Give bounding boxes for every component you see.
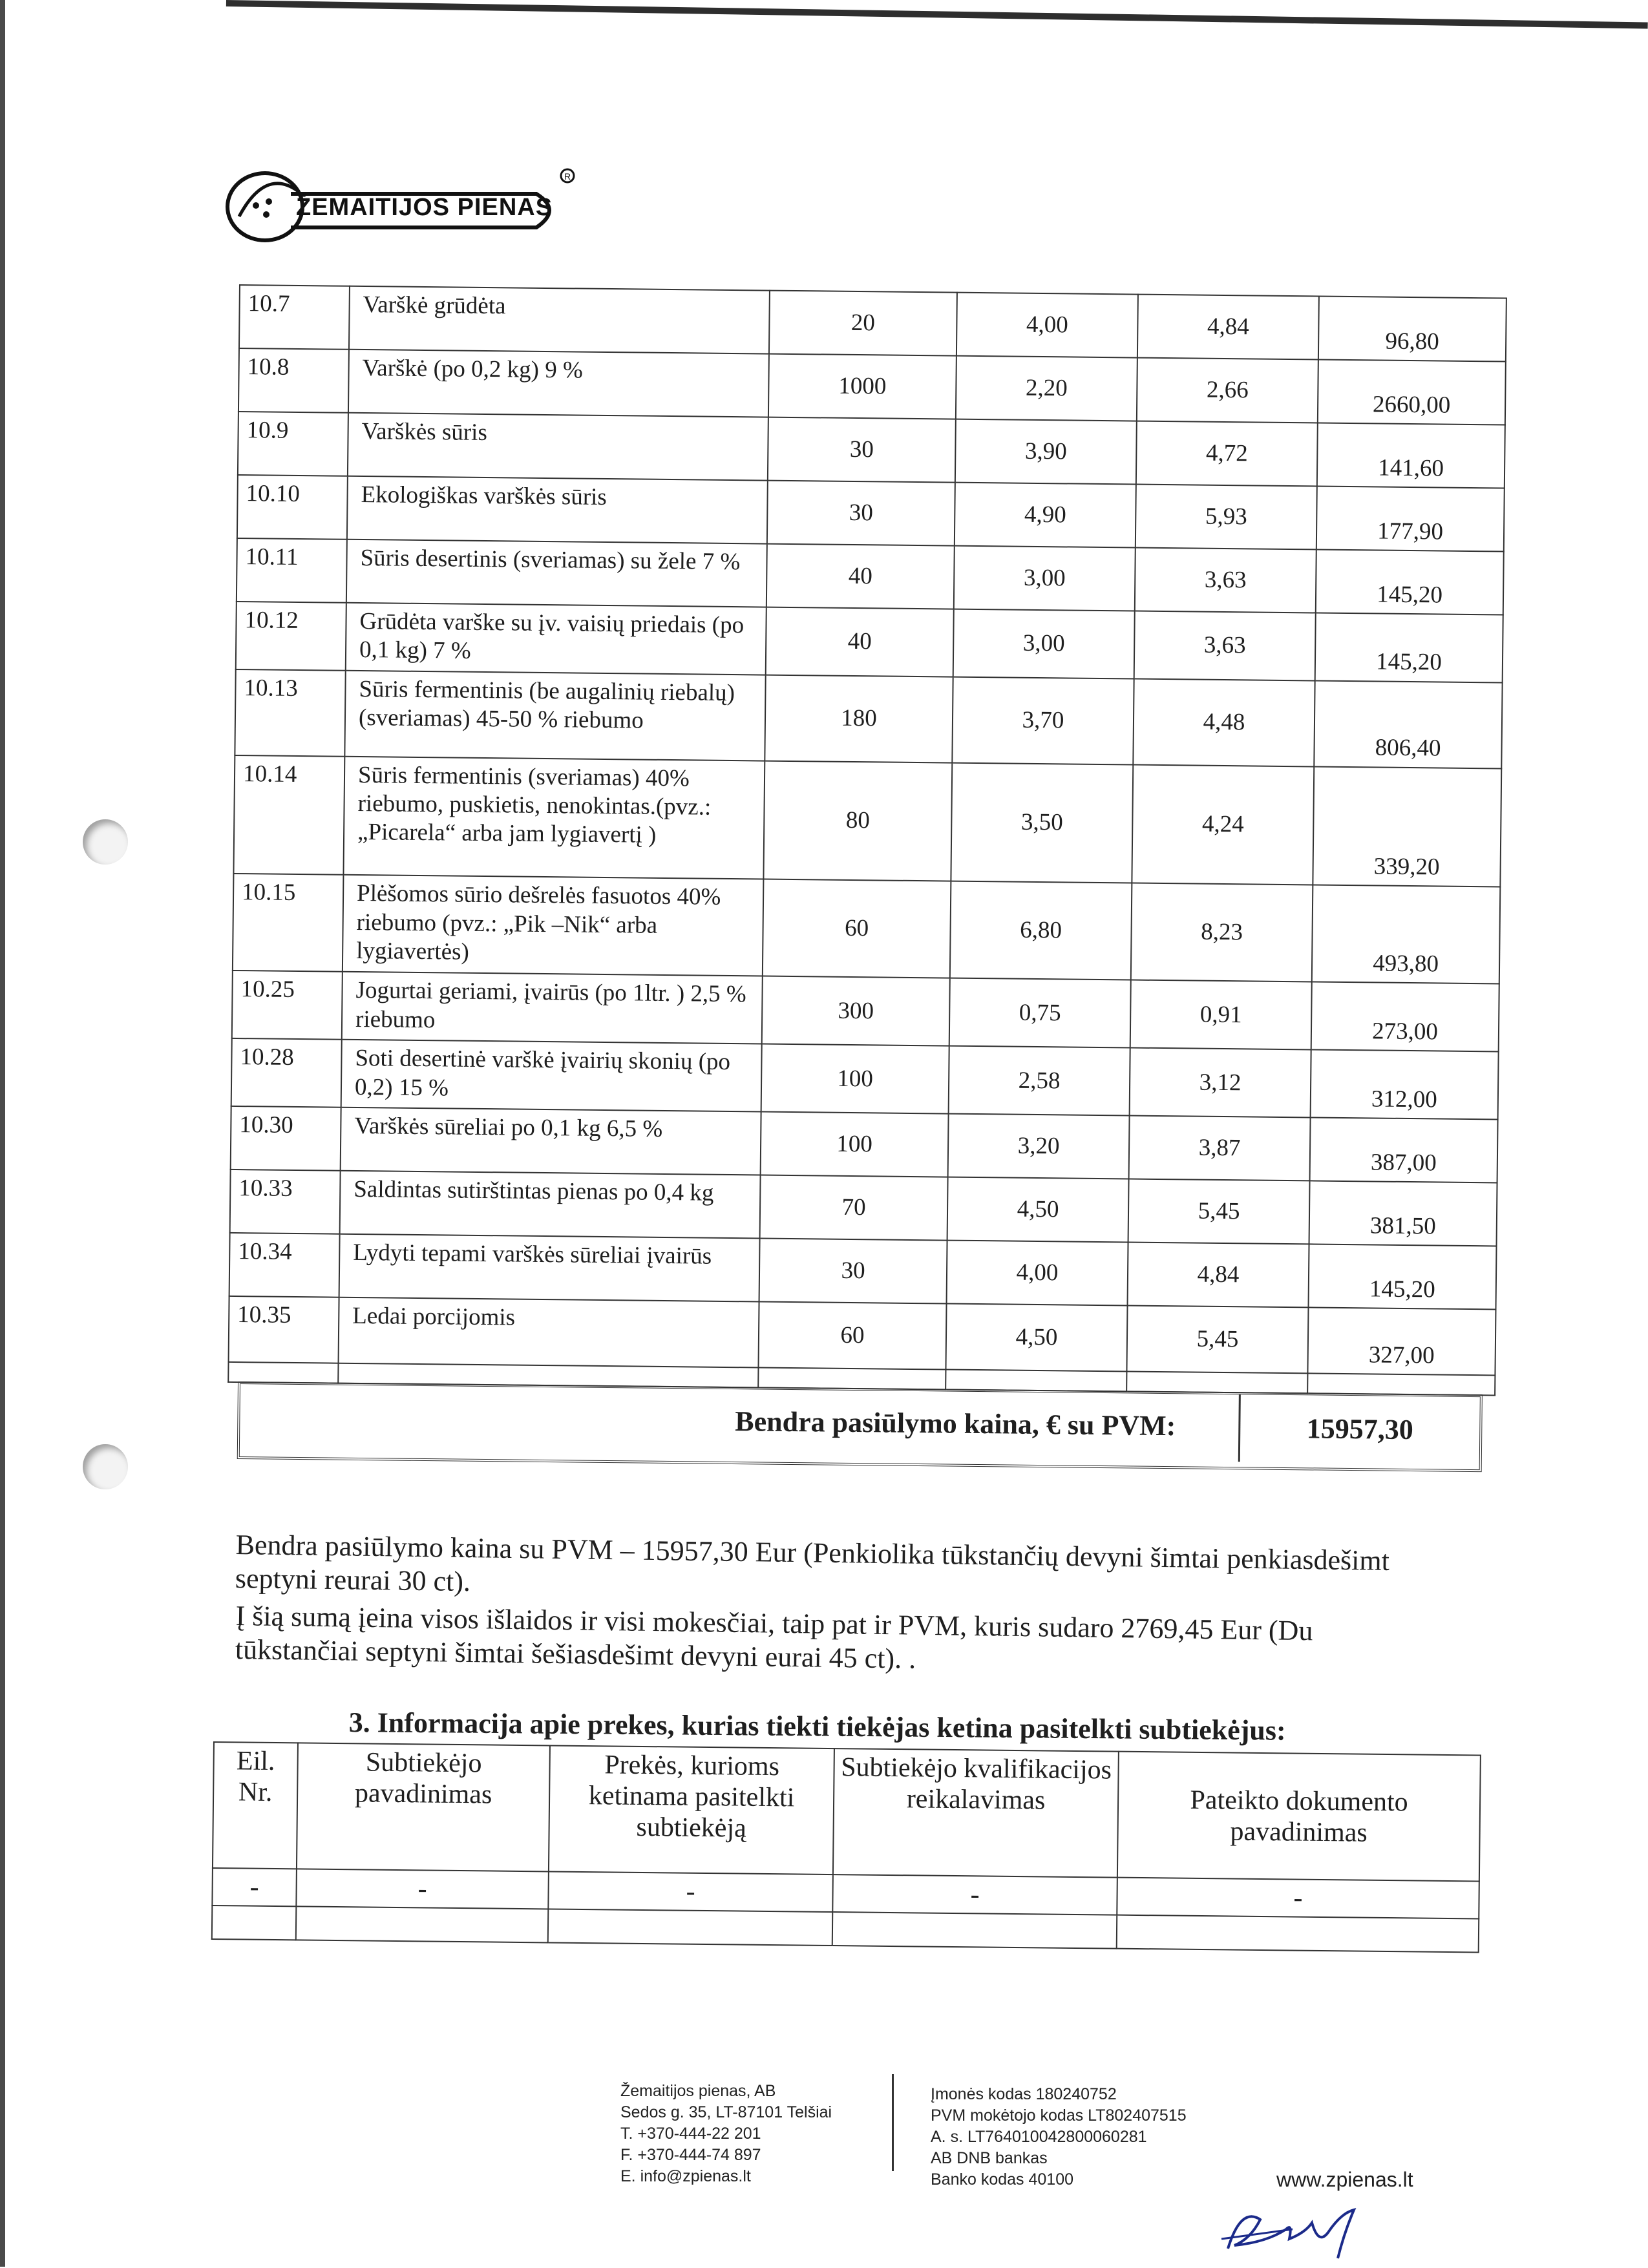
- item-number: 10.14: [233, 755, 344, 874]
- table-row: [232, 971, 1499, 1051]
- item-name: Sūris fermentinis (sveriamas) 40% riebumo, puskietis, nenokintas.(pvz.: „Picarela“ arba jam lygiavertį ): [343, 756, 765, 879]
- item-unit-price-vat: 4,72: [1136, 421, 1318, 487]
- price-table: [227, 284, 1507, 1396]
- item-total: 339,20: [1313, 766, 1501, 887]
- item-unit-price-vat: 3,63: [1134, 611, 1316, 680]
- item-total: 806,40: [1314, 680, 1502, 768]
- column-header: Prekės, kurioms ketinama pasitelkti subtiekėją: [549, 1745, 834, 1874]
- table-cell: -: [548, 1871, 833, 1912]
- empty-cell: [1126, 1372, 1307, 1394]
- item-number: 10.35: [229, 1296, 339, 1363]
- table-cell: -: [296, 1869, 549, 1909]
- item-unit-price-vat: 8,23: [1131, 883, 1313, 982]
- item-number: 10.15: [233, 874, 344, 972]
- grand-total-value: 15957,30: [1238, 1394, 1480, 1464]
- footer-line: Banko kodas 40100: [931, 2170, 1074, 2189]
- footer-line: Sedos g. 35, LT-87101 Telšiai: [620, 2103, 832, 2121]
- item-name: Saldintas sutirštintas pienas po 0,4 kg: [340, 1171, 761, 1239]
- footer-line: F. +370-444-74 897: [620, 2146, 761, 2164]
- item-unit-price: 4,50: [945, 1304, 1127, 1372]
- item-quantity: 30: [767, 481, 955, 546]
- item-quantity: 80: [763, 761, 952, 881]
- item-quantity: 30: [759, 1239, 947, 1304]
- item-unit-price: 0,75: [949, 978, 1131, 1048]
- footer-company-info: [620, 2081, 832, 2187]
- table-cell: -: [832, 1874, 1117, 1915]
- table-header-row: [213, 1742, 1481, 1882]
- table-cell: -: [1117, 1878, 1479, 1919]
- item-name: Sūris desertinis (sveriamas) su žele 7 %: [346, 540, 767, 607]
- item-name: Varškė grūdėta: [349, 286, 770, 354]
- item-quantity: 30: [768, 417, 956, 483]
- item-unit-price: 3,20: [948, 1114, 1130, 1179]
- item-quantity: 1000: [768, 354, 956, 419]
- item-name: Lydyti tepami varškės sūreliai įvairūs: [339, 1234, 760, 1302]
- grand-total-row: [237, 1381, 1483, 1472]
- item-number: 10.13: [235, 669, 345, 756]
- item-total: 273,00: [1311, 982, 1499, 1052]
- logo-wordmark: ŽEMAITIJOS PIENAS: [296, 194, 553, 221]
- empty-cell: [228, 1362, 338, 1383]
- item-total: 327,00: [1307, 1308, 1495, 1376]
- item-unit-price: 4,50: [947, 1177, 1129, 1243]
- item-total: 96,80: [1318, 296, 1506, 361]
- summary-vat-paragraph: Į šią sumą įeina visos išlaidos ir visi mokesčiai, taip pat ir PVM, kuris sudaro 2769,45 Eur (Du tūkstančiai septyni šimtai šešiasdešimt devyni eurai 45 ct). .: [235, 1600, 1313, 1675]
- item-unit-price-vat: 3,63: [1135, 547, 1316, 613]
- item-number: 10.33: [230, 1170, 341, 1234]
- item-number: 10.9: [238, 412, 348, 476]
- item-unit-price-vat: 5,45: [1128, 1179, 1310, 1244]
- item-name: Soti desertinė varškė įvairių skonių (po 0,2) 15 %: [341, 1040, 762, 1112]
- item-unit-price-vat: 2,66: [1137, 358, 1318, 423]
- item-total: 177,90: [1316, 486, 1505, 551]
- summary-total-paragraph: Bendra pasiūlymo kaina su PVM – 15957,30 Eur (Penkiolika tūkstančių devyni šimtai penkiasdešimt septyni reurai 30 ct).: [235, 1529, 1390, 1598]
- scan-left-edge: [0, 0, 5, 2267]
- footer-line: A. s. LT764010042800060281: [931, 2128, 1147, 2146]
- item-unit-price-vat: 4,84: [1137, 295, 1319, 360]
- empty-cell: [548, 1909, 833, 1946]
- footer-line: Įmonės kodas 180240752: [931, 2085, 1117, 2103]
- empty-cell: [1307, 1374, 1495, 1396]
- table-row: [233, 755, 1501, 887]
- item-unit-price: 6,80: [950, 881, 1132, 980]
- section-title: 3. Informacija apie prekes, kurias tiekti tiekėjas ketina pasitelkti subtiekėjus:: [348, 1706, 1286, 1747]
- item-name: Jogurtai geriami, įvairūs (po 1ltr. ) 2,5 % riebumo: [342, 972, 763, 1044]
- item-unit-price-vat: 4,48: [1133, 678, 1315, 766]
- scan-top-edge: [226, 0, 1648, 29]
- item-total: 381,50: [1309, 1181, 1497, 1246]
- item-total: 493,80: [1312, 885, 1501, 984]
- item-quantity: 60: [758, 1302, 946, 1370]
- column-header: Subtiekėjo pavadinimas: [297, 1743, 550, 1871]
- item-total: 145,20: [1316, 549, 1504, 614]
- item-number: 10.10: [237, 475, 348, 540]
- item-quantity: 40: [766, 544, 955, 609]
- empty-cell: [1117, 1915, 1479, 1953]
- item-unit-price-vat: 5,45: [1126, 1306, 1308, 1374]
- footer-line: AB DNB bankas: [931, 2149, 1048, 2167]
- item-total: 141,60: [1317, 423, 1505, 488]
- website-link[interactable]: www.zpienas.lt: [1276, 2168, 1413, 2191]
- item-unit-price: 2,20: [956, 356, 1137, 421]
- footer-line: Žemaitijos pienas, AB: [620, 2082, 776, 2100]
- empty-cell: [758, 1368, 945, 1390]
- item-total: 312,00: [1311, 1050, 1499, 1120]
- punch-hole-bottom: [83, 1444, 128, 1489]
- item-unit-price: 3,50: [951, 762, 1133, 883]
- item-name: Plėšomos sūrio dešrelės fasuotos 40% riebumo (pvz.: „Pik –Nik“ arba lygiavertės): [343, 875, 764, 976]
- footer-line: E. info@zpienas.lt: [620, 2167, 751, 2185]
- item-quantity: 100: [761, 1112, 949, 1177]
- column-header: Eil. Nr.: [213, 1742, 298, 1869]
- footer-line: T. +370-444-22 201: [620, 2125, 761, 2143]
- item-quantity: 180: [765, 675, 953, 762]
- table-row: [233, 874, 1500, 984]
- item-quantity: 20: [769, 291, 957, 356]
- item-unit-price-vat: 3,87: [1129, 1116, 1311, 1181]
- item-unit-price-vat: 4,24: [1132, 764, 1314, 885]
- footer-line: PVM mokėtojo kodas LT802407515: [931, 2106, 1187, 2125]
- svg-text:R: R: [564, 171, 571, 182]
- item-number: 10.30: [231, 1106, 341, 1171]
- item-number: 10.28: [231, 1038, 342, 1108]
- item-quantity: 100: [761, 1044, 949, 1114]
- item-quantity: 70: [760, 1175, 948, 1241]
- empty-cell: [296, 1906, 549, 1942]
- table-row: [231, 1038, 1499, 1119]
- item-number: 10.8: [238, 348, 349, 413]
- subcontractors-table: [211, 1741, 1481, 1953]
- footer-divider: [892, 2074, 894, 2171]
- column-header: Pateikto dokumento pavadinimas: [1117, 1752, 1481, 1882]
- item-unit-price-vat: 0,91: [1130, 980, 1312, 1050]
- item-number: 10.34: [229, 1233, 340, 1297]
- empty-cell: [832, 1912, 1117, 1949]
- item-number: 10.12: [236, 602, 346, 671]
- item-unit-price: 4,00: [947, 1241, 1128, 1306]
- item-unit-price: 4,00: [956, 293, 1138, 358]
- footer-bank-info: [931, 2084, 1187, 2190]
- item-name: Ledai porcijomis: [339, 1297, 759, 1368]
- item-name: Varškės sūreliai po 0,1 kg 6,5 %: [341, 1108, 761, 1175]
- item-name: Varškės sūris: [348, 413, 768, 481]
- table-row: [235, 669, 1502, 768]
- empty-cell: [945, 1370, 1126, 1392]
- item-total: 387,00: [1310, 1118, 1498, 1183]
- company-logo: [213, 155, 575, 246]
- item-name: Varškė (po 0,2 kg) 9 %: [348, 350, 769, 417]
- item-unit-price: 3,90: [955, 419, 1137, 485]
- item-name: Sūris fermentinis (be augalinių riebalų) (sveriamas) 45-50 % riebumo: [344, 671, 765, 761]
- item-name: Ekologiškas varškės sūris: [347, 476, 768, 544]
- item-total: 145,20: [1309, 1244, 1497, 1310]
- table-cell: -: [212, 1868, 297, 1906]
- item-quantity: 300: [762, 976, 950, 1046]
- item-number: 10.25: [232, 971, 343, 1040]
- table-row: [236, 602, 1503, 682]
- item-number: 10.7: [239, 285, 350, 350]
- item-unit-price: 4,90: [955, 483, 1136, 548]
- punch-hole-top: [83, 819, 128, 865]
- item-unit-price-vat: 5,93: [1136, 485, 1317, 550]
- item-total: 2660,00: [1318, 359, 1506, 425]
- item-quantity: 40: [766, 607, 954, 677]
- item-unit-price: 3,00: [953, 609, 1135, 679]
- item-quantity: 60: [763, 879, 951, 978]
- item-unit-price: 3,70: [952, 677, 1134, 764]
- item-number: 10.11: [237, 538, 347, 603]
- empty-cell: [212, 1906, 297, 1940]
- item-unit-price: 2,58: [949, 1046, 1130, 1116]
- column-header: Subtiekėjo kvalifikacijos reikalavimas: [833, 1748, 1119, 1878]
- signature: [1215, 2194, 1383, 2268]
- item-unit-price: 3,00: [954, 546, 1136, 611]
- item-unit-price-vat: 4,84: [1128, 1243, 1309, 1308]
- item-unit-price-vat: 3,12: [1130, 1048, 1311, 1118]
- item-name: Grūdėta varške su įv. vaisių priedais (po 0,1 kg) 7 %: [346, 603, 766, 675]
- grand-total-label: Bendra pasiūlymo kaina, € su PVM:: [735, 1405, 1176, 1442]
- item-total: 145,20: [1315, 613, 1503, 682]
